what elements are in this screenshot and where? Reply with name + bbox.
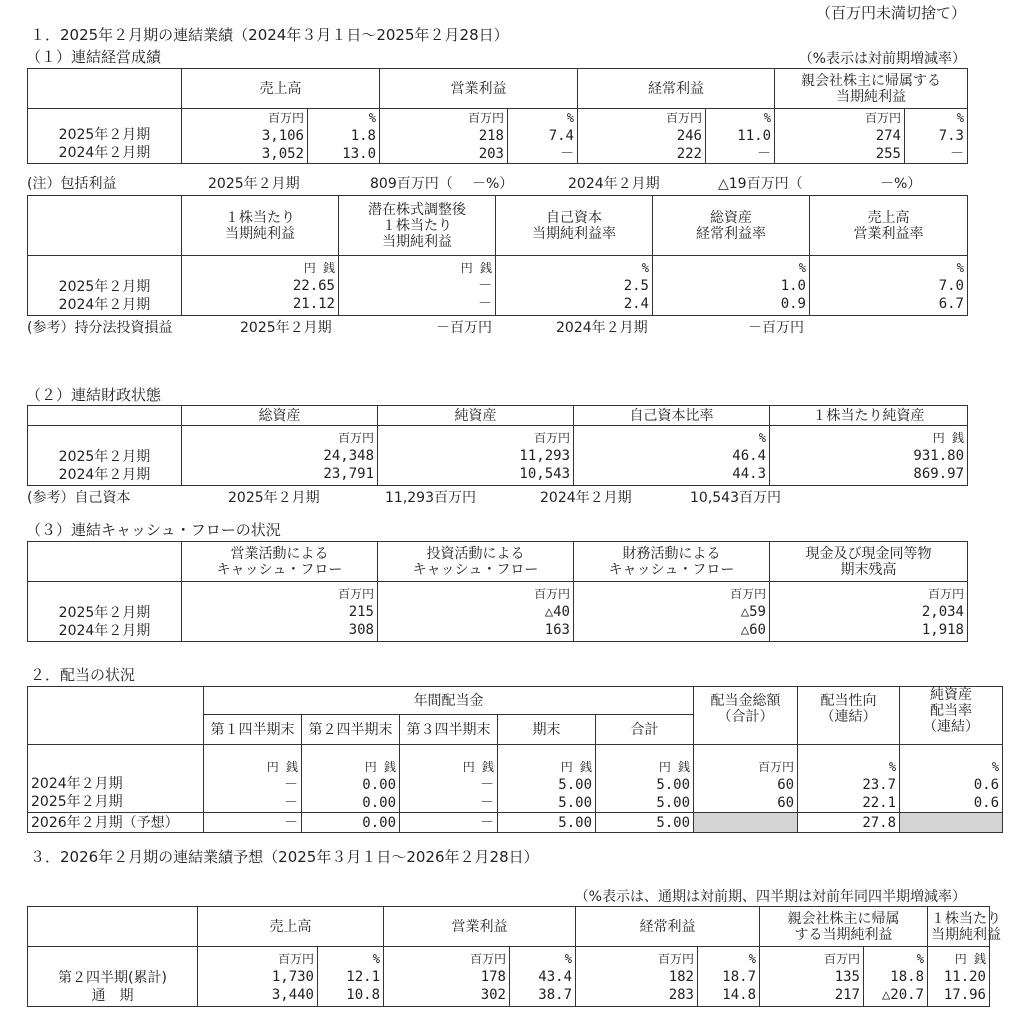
row-label: 第２四半期(累計) — [58, 970, 167, 986]
note-period: 2024年２月期 — [556, 320, 648, 336]
header-financing-cf: 財務活動による キャッシュ・フロー — [574, 542, 770, 582]
header-roa: 総資産 経常利益率 — [653, 196, 810, 256]
note-value: 809百万円（ — [370, 176, 453, 192]
row-label: 2025年２月期 — [58, 279, 151, 295]
header-operating-profit: 営業利益 — [380, 69, 578, 109]
forecast-q1: － — [204, 813, 302, 833]
header-q3: 第３四半期末 — [400, 715, 498, 745]
header-payout-ratio: 配当性向 （連結） — [798, 687, 900, 745]
header-ordinary-profit: 経常利益 — [576, 907, 760, 947]
header-sales: 売上高 — [198, 907, 384, 947]
note-value: －百万円 — [436, 320, 492, 336]
header-roe: 自己資本 当期純利益率 — [496, 196, 653, 256]
results-table: 売上高 営業利益 経常利益 親会社株主に帰属する 当期純利益 2025年２月期 2024年２月期 百万円 3,106 3,052 % 1.8 13.0 百万円 218 203 % 7.4 － 百万円 246 222 % 11.0 － 百万円 274 255 % 7.3 － — [27, 68, 968, 164]
unit-note: （百万円未満切捨て） — [815, 4, 966, 22]
section-3-note: （%表示は、通期は対前期、四半期は対前年同四半期増減率） — [574, 889, 966, 905]
note-period: 2024年２月期 — [568, 176, 660, 192]
section-1-2-title: （２）連結財政状態 — [26, 386, 162, 404]
note-period: 2025年２月期 — [228, 490, 320, 506]
note-equity: (参考）自己資本 — [27, 490, 131, 506]
header-sales: 売上高 — [182, 69, 380, 109]
cash-flow-table: 営業活動による キャッシュ・フロー 投資活動による キャッシュ・フロー 財務活動による キャッシュ・フロー 現金及び現金同等物 期末残高 2025年２月期 2024年２月期 百万円 215 308 百万円 △40 163 百万円 △59 △60 百万円 2,034 1,918 — [27, 541, 968, 642]
forecast-total-dividend — [694, 813, 798, 833]
note-equity-method: (参考）持分法投資損益 — [27, 320, 173, 336]
header-eps: １株当たり 当期純利益 — [928, 907, 990, 947]
header-bps: １株当たり純資産 — [770, 406, 968, 426]
section-1-1-note: （%表示は対前期増減率） — [798, 51, 966, 67]
note-value: －%） — [472, 176, 514, 192]
forecast-table: 売上高 営業利益 経常利益 親会社株主に帰属 する当期純利益 １株当たり 当期純利益 第２四半期(累計) 通 期 百万円 1,730 3,440 % 12.1 10.8 百万円 178 302 % 43.4 38.7 百万円 182 283 % 18.7 14.8 百万円 135 217 % 18.8 △20.7 円 銭 11.20 17.96 — [27, 906, 990, 1007]
header-net-profit: 親会社株主に帰属 する当期純利益 — [760, 907, 928, 947]
note-comprehensive-income: (注）包括利益 — [27, 176, 117, 192]
header-q1: 第１四半期末 — [204, 715, 302, 745]
header-operating-profit: 営業利益 — [384, 907, 576, 947]
row-label: 2025年２月期 — [58, 449, 151, 465]
header-total-assets: 総資産 — [182, 406, 378, 426]
row-label: 2024年２月期 — [58, 623, 151, 639]
note-value: －%） — [880, 176, 922, 192]
ratios-table: １株当たり 当期純利益 潜在株式調整後 １株当たり 当期純利益 自己資本 当期純利益率 総資産 経常利益率 売上高 営業利益率 2025年２月期 2024年２月期 円 銭 22.65 21.12 円 銭 － － % 2.5 2.4 % 1.0 0.9 % 7.0 6.7 — [27, 195, 968, 316]
header-net-profit: 親会社株主に帰属する 当期純利益 — [775, 69, 968, 109]
row-label: 2024年２月期 — [58, 297, 151, 313]
note-period: 2024年２月期 — [540, 490, 632, 506]
header-annual-dividend: 年間配当金 — [204, 687, 694, 715]
row-label: 2026年２月期（予想） — [28, 813, 204, 833]
header-year-end: 期末 — [498, 715, 596, 745]
forecast-year-end: 5.00 — [498, 813, 596, 833]
forecast-q2: 0.00 — [302, 813, 400, 833]
row-label: 2025年２月期 — [58, 605, 151, 621]
header-operating-margin: 売上高 営業利益率 — [810, 196, 968, 256]
header-doe: 純資産 配当率 （連結） — [900, 687, 1003, 745]
header-equity-ratio: 自己資本比率 — [574, 406, 770, 426]
note-period: 2025年２月期 — [208, 176, 300, 192]
note-value: －百万円 — [748, 320, 804, 336]
header-eps: １株当たり 当期純利益 — [182, 196, 339, 256]
row-label: 2024年２月期 — [31, 776, 123, 792]
dividends-table: 年間配当金 配当金総額 （合計） 配当性向 （連結） 純資産 配当率 （連結） 第１四半期末 第２四半期末 第３四半期末 期末 合計 2024年２月期 2025年２月期 円 銭 － － 円 銭 0.00 0.00 円 銭 － － 円 銭 5.00 5.00 円 銭 5.00 5.00 百万円 60 60 % 23.7 22.1 % 0.6 0.6 2026年２月期（予想） － 0.00 － 5.00 5.00 27.8 — [27, 686, 1003, 833]
section-2-title: ２．配当の状況 — [30, 666, 136, 684]
financial-position-table: 総資産 純資産 自己資本比率 １株当たり純資産 2025年２月期 2024年２月期 百万円 24,348 23,791 百万円 11,293 10,543 % 46.4 44.3 円 銭 931.80 869.97 — [27, 405, 968, 486]
header-ordinary-profit: 経常利益 — [578, 69, 775, 109]
forecast-q3: － — [400, 813, 498, 833]
row-label: 2025年２月期 — [31, 794, 123, 810]
header-total-dividend: 配当金総額 （合計） — [694, 687, 798, 745]
header-investing-cf: 投資活動による キャッシュ・フロー — [378, 542, 574, 582]
forecast-doe — [900, 813, 1003, 833]
section-1-title: １．2025年２月期の連結業績（2024年３月１日～2025年２月28日） — [30, 26, 509, 44]
note-value: 10,543百万円 — [690, 490, 781, 506]
header-q2: 第２四半期末 — [302, 715, 400, 745]
header-operating-cf: 営業活動による キャッシュ・フロー — [182, 542, 378, 582]
row-label: 2024年２月期 — [58, 467, 151, 483]
note-value: △19百万円（ — [718, 176, 803, 192]
note-value: 11,293百万円 — [385, 490, 476, 506]
section-1-3-title: （３）連結キャッシュ・フローの状況 — [26, 521, 281, 539]
section-3-title: ３．2026年２月期の連結業績予想（2025年３月１日～2026年２月28日） — [30, 848, 539, 866]
header-total: 合計 — [596, 715, 694, 745]
section-1-1-title: （１）連結経営成績 — [26, 48, 162, 66]
header-cash-balance: 現金及び現金同等物 期末残高 — [770, 542, 968, 582]
header-net-assets: 純資産 — [378, 406, 574, 426]
row-label: 通 期 — [91, 988, 134, 1004]
header-diluted-eps: 潜在株式調整後 １株当たり 当期純利益 — [339, 196, 496, 256]
forecast-payout: 27.8 — [798, 813, 900, 833]
forecast-total: 5.00 — [596, 813, 694, 833]
note-period: 2025年２月期 — [240, 320, 332, 336]
row-label: 2025年２月期 — [58, 127, 151, 143]
row-label: 2024年２月期 — [58, 145, 151, 161]
